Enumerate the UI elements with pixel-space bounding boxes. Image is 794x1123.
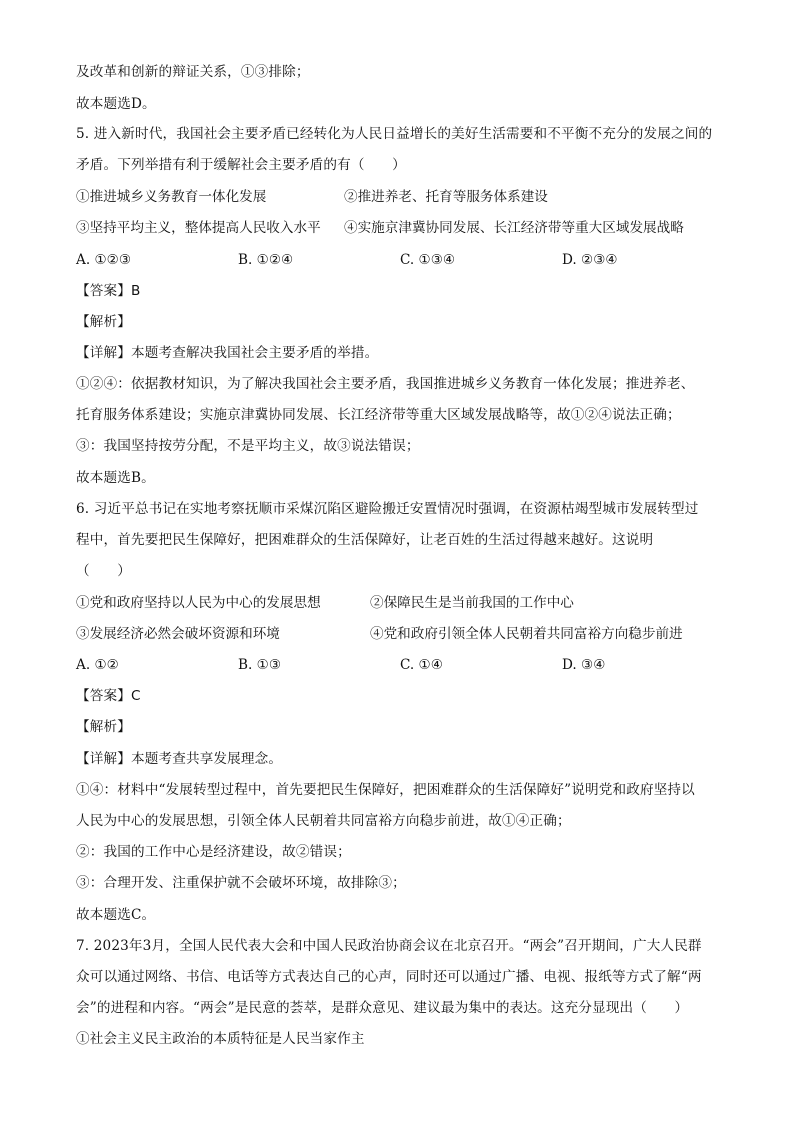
explanation-line: ①②④：依据教材知识，为了解决我国社会主要矛盾，我国推进城乡义务教育一体化发展；推进养老、	[76, 376, 695, 392]
question-7-stem: 会”的进程和内容。“两会”是民意的荟萃，是群众意见、建议最为集中的表达。这充分显现出（ ）	[76, 1000, 689, 1016]
explanation-line: ②：我国的工作中心是经济建设，故②错误；	[76, 844, 351, 860]
statement-2: ②推进养老、托育等服务体系建设	[344, 189, 548, 205]
statement-2: ②保障民生是当前我国的工作中心	[370, 595, 574, 611]
text-line: 故本题选D。	[76, 96, 156, 112]
answer-label: 【答案】C	[76, 688, 141, 704]
choice-b: B. ①③	[238, 657, 282, 673]
conclusion-line: 故本题选C。	[76, 907, 156, 923]
answer-label: 【答案】B	[76, 283, 141, 299]
analysis-label: 【解析】	[76, 314, 131, 330]
explanation-line: 人民为中心的发展思想，引领全体人民朝着共同富裕方向稳步前进，故①④正确；	[76, 813, 571, 829]
statement-1: ①社会主义民主政治的本质特征是人民当家作主	[76, 1031, 365, 1047]
choice-b: B. ①②④	[238, 252, 294, 268]
choice-c: C. ①③④	[400, 252, 456, 268]
question-7-stem: 众可以通过网络、书信、电话等方式表达自己的心声，同时还可以通过广播、电视、报纸等方式了解“两	[76, 969, 702, 985]
statement-3: ③坚持平均主义，整体提高人民收入水平	[76, 220, 321, 236]
choice-a: A. ①②③	[76, 252, 132, 268]
statement-3: ③发展经济必然会破坏资源和环境	[76, 626, 280, 642]
statement-4: ④党和政府引领全体人民朝着共同富裕方向稳步前进	[370, 626, 683, 642]
choice-d: D. ③④	[562, 657, 606, 673]
statement-4: ④实施京津冀协同发展、长江经济带等重大区域发展战略	[344, 220, 684, 236]
statement-1: ①推进城乡义务教育一体化发展	[76, 189, 267, 205]
explanation-line: ③：合理开发、注重保护就不会破坏环境，故排除③；	[76, 875, 406, 891]
explanation-line: 托育服务体系建设；实施京津冀协同发展、长江经济带等重大区域发展战略等，故①②④说法正确；	[76, 407, 681, 423]
statement-1: ①党和政府坚持以人民为中心的发展思想	[76, 595, 321, 611]
explanation-line: ③：我国坚持按劳分配，不是平均主义，故③说法错误；	[76, 438, 420, 454]
text-line: 及改革和创新的辩证关系，①③排除；	[76, 64, 310, 80]
question-5-stem: 矛盾。下列举措有利于缓解社会主要矛盾的有（ ）	[76, 157, 406, 173]
question-5-stem: 5. 进入新时代，我国社会主要矛盾已经转化为人民日益增长的美好生活需要和不平衡不充分的发展之间的	[76, 126, 713, 142]
question-6-stem: （ ）	[76, 563, 131, 579]
explanation-line: ①④：材料中“发展转型过程中，首先要把民生保障好，把困难群众的生活保障好”说明党和政府坚持以	[76, 782, 695, 798]
detail-line: 【详解】本题考查解决我国社会主要矛盾的举措。	[76, 345, 379, 361]
detail-line: 【详解】本题考查共享发展理念。	[76, 751, 283, 767]
question-6-stem: 程中，首先要把民生保障好，把困难群众的生活保障好，让老百姓的生活过得越来越好。这说明	[76, 532, 654, 548]
question-6-stem: 6. 习近平总书记在实地考察抚顺市采煤沉陷区避险搬迁安置情况时强调，在资源枯竭型城市发展转型过	[76, 501, 699, 517]
choice-c: C. ①④	[400, 657, 443, 673]
choice-a: A. ①②	[76, 657, 119, 673]
conclusion-line: 故本题选B。	[76, 470, 155, 486]
choice-d: D. ②③④	[562, 252, 618, 268]
question-7-stem: 7. 2023年3月，全国人民代表大会和中国人民政治协商会议在北京召开。“两会”召开期间，广大人民群	[76, 938, 702, 954]
analysis-label: 【解析】	[76, 719, 131, 735]
